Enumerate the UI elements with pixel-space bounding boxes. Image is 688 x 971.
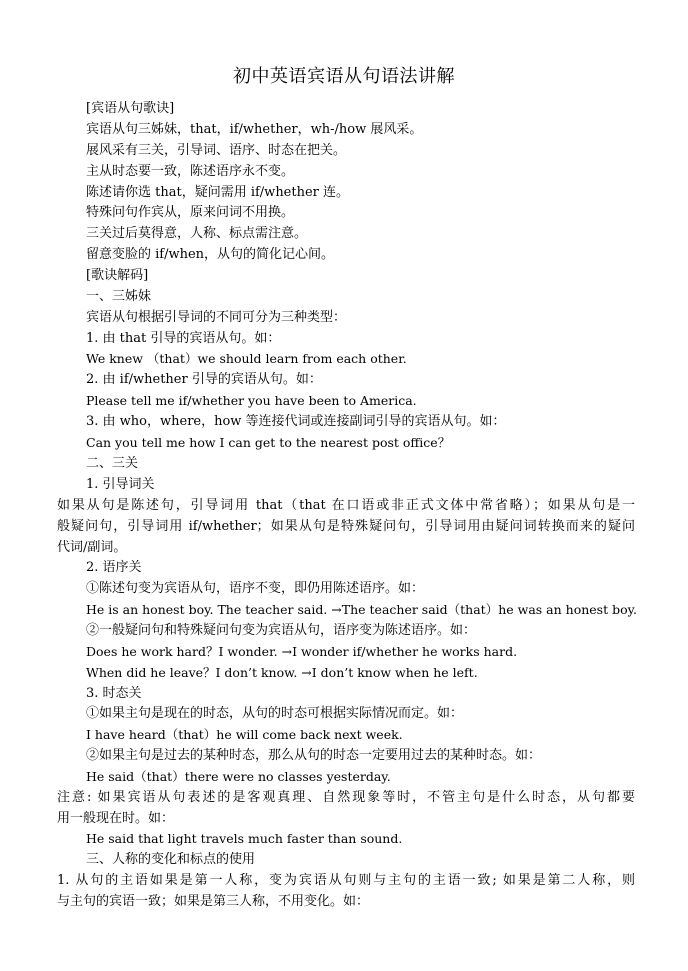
example-sentence: He is an honest boy. The teacher said. →The teacher said（that）he was an honest boy. — [86, 602, 637, 617]
text-line: ①陈述句变为宾语从句，语序不变，即仍用陈述语序。如： — [86, 581, 425, 596]
text-line: ①如果主句是现在的时态，从句的时态可根据实际情况而定。如： — [86, 706, 464, 721]
section-heading: 二、三关 — [86, 456, 139, 471]
paragraph-line: 1. 从句的主语如果是第一人称，变为宾语从句则与主句的主语一致; 如果是第二人称，则 — [57, 873, 635, 888]
text-line: 特殊问句作宾从，原来问词不用换。 — [86, 205, 295, 220]
paragraph-line: 代词/副词。 — [57, 540, 127, 555]
text-line: 2. 由 if/whether 引导的宾语从句。如： — [86, 372, 322, 387]
text-line: 三关过后莫得意，人称、标点需注意。 — [86, 226, 308, 241]
section-heading: 三、人称的变化和标点的使用 — [86, 852, 256, 867]
document-title: 初中英语宾语从句语法讲解 — [233, 66, 455, 87]
text-line: 3. 由 who，where，how 等连接代词或连接副词引导的宾语从句。如： — [86, 414, 506, 429]
paragraph-line: 般疑问句，引导词用 if/whether；如果从句是特殊疑问句，引导词用由疑问词转换而来的疑问 — [57, 519, 635, 534]
subsection-heading: 1. 引导词关 — [86, 477, 155, 492]
text-line: 宾语从句根据引导词的不同可分为三种类型： — [86, 310, 347, 325]
section-heading: 一、三姊妹 — [86, 289, 152, 304]
text-line: 留意变脸的 if/when，从句的简化记心间。 — [86, 247, 335, 262]
subsection-heading: 2. 语序关 — [86, 560, 142, 575]
example-sentence: He said（that）there were no classes yesterday. — [86, 769, 391, 784]
example-sentence: He said that light travels much faster than sound. — [86, 831, 403, 846]
text-line: 1. 由 that 引导的宾语从句。如： — [86, 331, 281, 346]
note-line: 用一般现在时。如： — [57, 811, 175, 826]
text-line: ②一般疑问句和特殊疑问句变为宾语从句，语序变为陈述语序。如： — [86, 623, 477, 638]
note-line: 注意: 如果宾语从句表述的是客观真理、自然现象等时，不管主句是什么时态，从句都要 — [57, 790, 635, 805]
text-line: [歌诀解码] — [86, 268, 149, 283]
paragraph-line: 如果从句是陈述句，引导词用 that（that 在口语或非正式文体中常省略）；如果从句是一 — [57, 498, 635, 513]
text-line: 宾语从句三姊妹，that，if/whether，wh-/how 展风采。 — [86, 122, 423, 137]
example-sentence: Please tell me if/whether you have been to America. — [86, 393, 417, 408]
subsection-heading: 3. 时态关 — [86, 686, 142, 701]
text-line: 陈述请你选 that，疑问需用 if/whether 连。 — [86, 185, 350, 200]
text-line: [宾语从句歌诀] — [86, 101, 175, 116]
example-sentence: Can you tell me how I can get to the nearest post office？ — [86, 435, 451, 450]
text-line: 展风采有三关，引导词、语序、时态在把关。 — [86, 143, 347, 158]
example-sentence: When did he leave？I don’t know. →I don’t know when he left. — [86, 665, 478, 680]
example-sentence: Does he work hard？I wonder. →I wonder if/whether he works hard. — [86, 644, 518, 659]
example-sentence: We knew （that）we should learn from each other. — [86, 351, 407, 366]
example-sentence: I have heard（that）he will come back next week. — [86, 727, 403, 742]
text-line: ②如果主句是过去的某种时态，那么从句的时态一定要用过去的某种时态。如： — [86, 748, 542, 763]
text-line: 主从时态要一致，陈述语序永不变。 — [86, 164, 295, 179]
paragraph-line: 与主句的宾语一致；如果是第三人称，不用变化。如： — [57, 894, 370, 909]
